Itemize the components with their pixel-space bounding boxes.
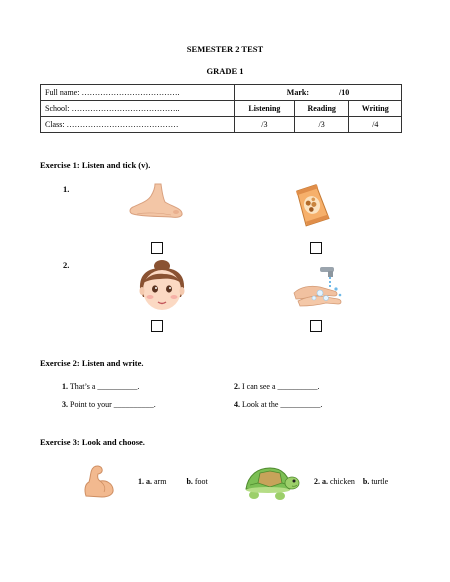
reading-score: /3	[294, 117, 349, 133]
girl-face-icon	[134, 259, 190, 313]
exercise3-item2	[314, 477, 388, 486]
exercise2-item3-number: 3.	[62, 400, 68, 409]
exercise3-title: Exercise 3: Look and choose.	[40, 437, 145, 447]
student-info-table	[40, 84, 402, 133]
exercise2-item2-text: I can see a __________.	[242, 382, 320, 391]
writing-header: Writing	[349, 101, 402, 117]
exercise1-item1-right-checkbox[interactable]	[310, 242, 322, 254]
foot-icon	[127, 182, 185, 220]
mark-total: /10	[338, 88, 350, 97]
exercise1-item2-left-checkbox[interactable]	[151, 320, 163, 332]
exercise2-item4	[234, 400, 322, 409]
exercise3-item2-a-label: a.	[322, 477, 328, 486]
exercise1-item2-number: 2.	[63, 260, 70, 270]
exercise3-item2-b-label: b.	[362, 477, 370, 486]
exercise2-item2-number: 2.	[234, 382, 240, 391]
exercise3-item1-b-label: b.	[186, 477, 193, 486]
page-title: SEMESTER 2 TEST	[186, 44, 264, 54]
exercise1-item1-number: 1.	[63, 184, 70, 194]
exercise2-item4-text: Look at the __________.	[242, 400, 323, 409]
snack-bag-icon	[294, 183, 330, 227]
exercise2-item3	[62, 400, 156, 409]
exercise3-item2-option-b[interactable]: turtle	[371, 477, 389, 486]
exercise2-item1	[62, 382, 139, 391]
exercise2-item4-number: 4.	[234, 400, 240, 409]
listening-score: /3	[235, 117, 295, 133]
exercise2-item2	[234, 382, 320, 391]
class-field[interactable]: Class: ……………………………………	[41, 117, 235, 133]
hand-washing-icon	[290, 265, 346, 309]
exercise1-item2-right-checkbox[interactable]	[310, 320, 322, 332]
arm-icon	[80, 462, 116, 498]
exercise1-item1-left-checkbox[interactable]	[151, 242, 163, 254]
listening-header: Listening	[235, 101, 295, 117]
mark-label: Mark:	[286, 88, 309, 97]
school-field[interactable]: School: …………………………………..	[41, 101, 235, 117]
exercise3-item1	[138, 477, 208, 486]
exercise1-title: Exercise 1: Listen and tick (v).	[40, 160, 151, 170]
full-name-field[interactable]: Full name: ……………………………….	[41, 85, 235, 101]
exercise3-item2-option-a[interactable]: chicken	[330, 477, 355, 486]
writing-score: /4	[349, 117, 402, 133]
exercise2-item1-number: 1.	[62, 382, 68, 391]
mark-cell	[235, 85, 402, 101]
exercise2-item1-text: That’s a __________.	[69, 382, 140, 391]
reading-header: Reading	[294, 101, 349, 117]
exercise3-item1-number: 1.	[138, 477, 144, 486]
turtle-icon	[242, 463, 300, 503]
grade-label: GRADE 1	[206, 66, 244, 76]
exercise3-item1-a-label: a.	[146, 477, 152, 486]
exercise2-item3-text: Point to your __________.	[70, 400, 156, 409]
exercise3-item1-option-b[interactable]: foot	[194, 477, 208, 486]
exercise3-item2-number: 2.	[314, 477, 320, 486]
exercise2-title: Exercise 2: Listen and write.	[40, 358, 144, 368]
exercise3-item1-option-a[interactable]: arm	[154, 477, 167, 486]
